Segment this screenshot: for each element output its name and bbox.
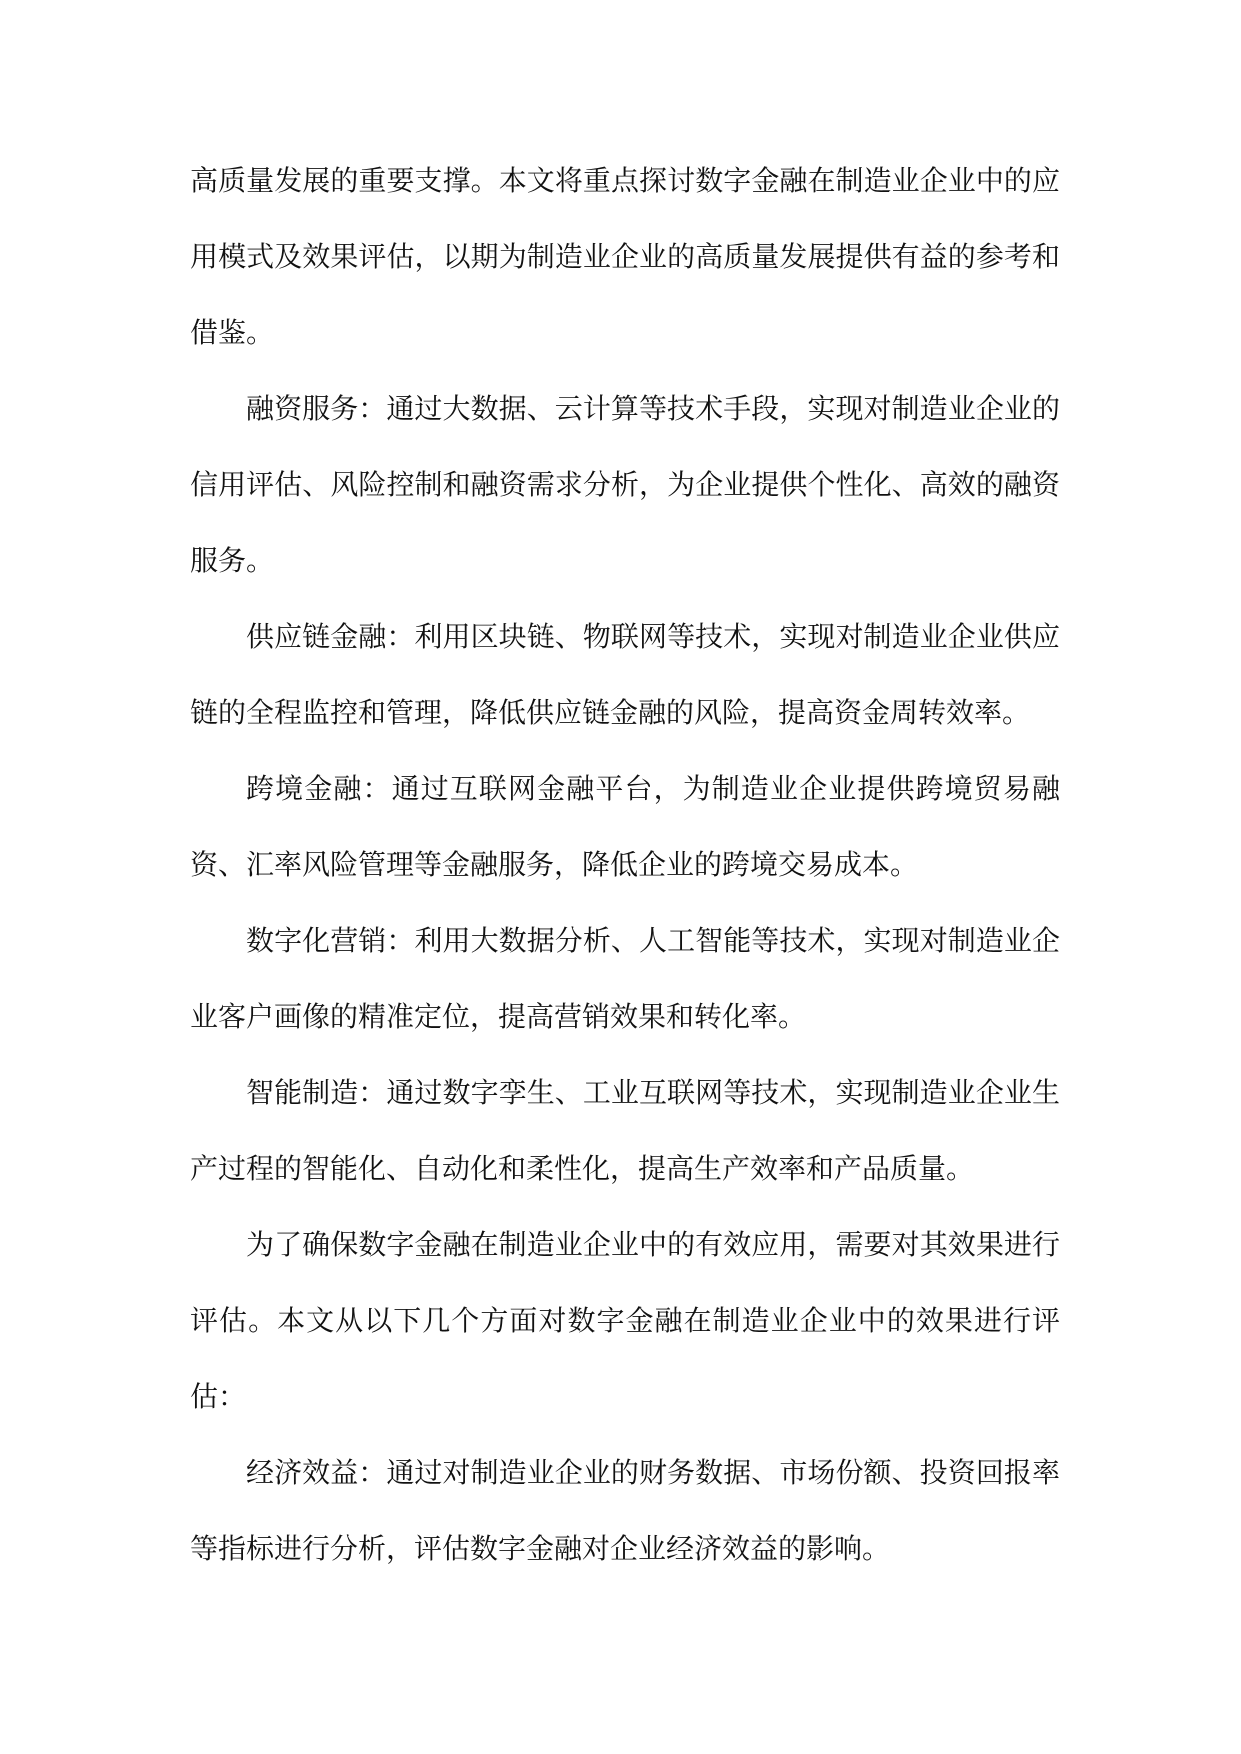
label-separator: ： (386, 620, 415, 653)
paragraph-text: 通过互联网金融平台，为制造业企业提供跨境贸易融资、汇率风险管理等金融服务，降低企业的跨境交易成本。 (190, 772, 1060, 881)
paragraph-economic-benefit (190, 1435, 1060, 1587)
label-separator: ： (358, 1456, 387, 1489)
paragraph-financing-service (190, 371, 1060, 599)
label-separator: ： (362, 772, 392, 805)
label-separator: ： (386, 924, 415, 957)
paragraph-text: 通过对制造业企业的财务数据、市场份额、投资回报率等指标进行分析，评估数字金融对企业经济效益的影响。 (190, 1456, 1060, 1565)
paragraph-text: 利用区块链、物联网等技术，实现对制造业企业供应链的全程监控和管理，降低供应链金融的风险，提高资金周转效率。 (190, 620, 1060, 729)
paragraph-text: 为了确保数字金融在制造业企业中的有效应用，需要对其效果进行评估。本文从以下几个方面对数字金融在制造业企业中的效果进行评估： (190, 1228, 1060, 1413)
paragraph-label: 智能制造 (246, 1076, 359, 1109)
paragraph-text: 利用大数据分析、人工智能等技术，实现对制造业企业客户画像的精准定位，提高营销效果和转化率。 (190, 924, 1060, 1033)
paragraph-intro (190, 143, 1060, 371)
label-separator: ： (358, 392, 387, 425)
paragraph-text: 通过大数据、云计算等技术手段，实现对制造业企业的信用评估、风险控制和融资需求分析，为企业提供个性化、高效的融资服务。 (190, 392, 1060, 577)
label-separator: ： (358, 1076, 387, 1109)
paragraph-label: 跨境金融 (246, 772, 363, 805)
paragraph-digital-marketing (190, 903, 1060, 1055)
paragraph-text: 高质量发展的重要支撑。本文将重点探讨数字金融在制造业企业中的应用模式及效果评估，以期为制造业企业的高质量发展提供有益的参考和借鉴。 (190, 164, 1060, 349)
document-body (190, 143, 1060, 1587)
paragraph-smart-manufacturing (190, 1055, 1060, 1207)
paragraph-cross-border-finance (190, 751, 1060, 903)
paragraph-evaluation-intro (190, 1207, 1060, 1435)
paragraph-label: 经济效益 (246, 1456, 359, 1489)
paragraph-label: 融资服务 (246, 392, 359, 425)
paragraph-text: 通过数字孪生、工业互联网等技术，实现制造业企业生产过程的智能化、自动化和柔性化，提高生产效率和产品质量。 (190, 1076, 1060, 1185)
paragraph-label: 数字化营销 (246, 924, 387, 957)
paragraph-label: 供应链金融 (246, 620, 387, 653)
paragraph-supply-chain-finance (190, 599, 1060, 751)
